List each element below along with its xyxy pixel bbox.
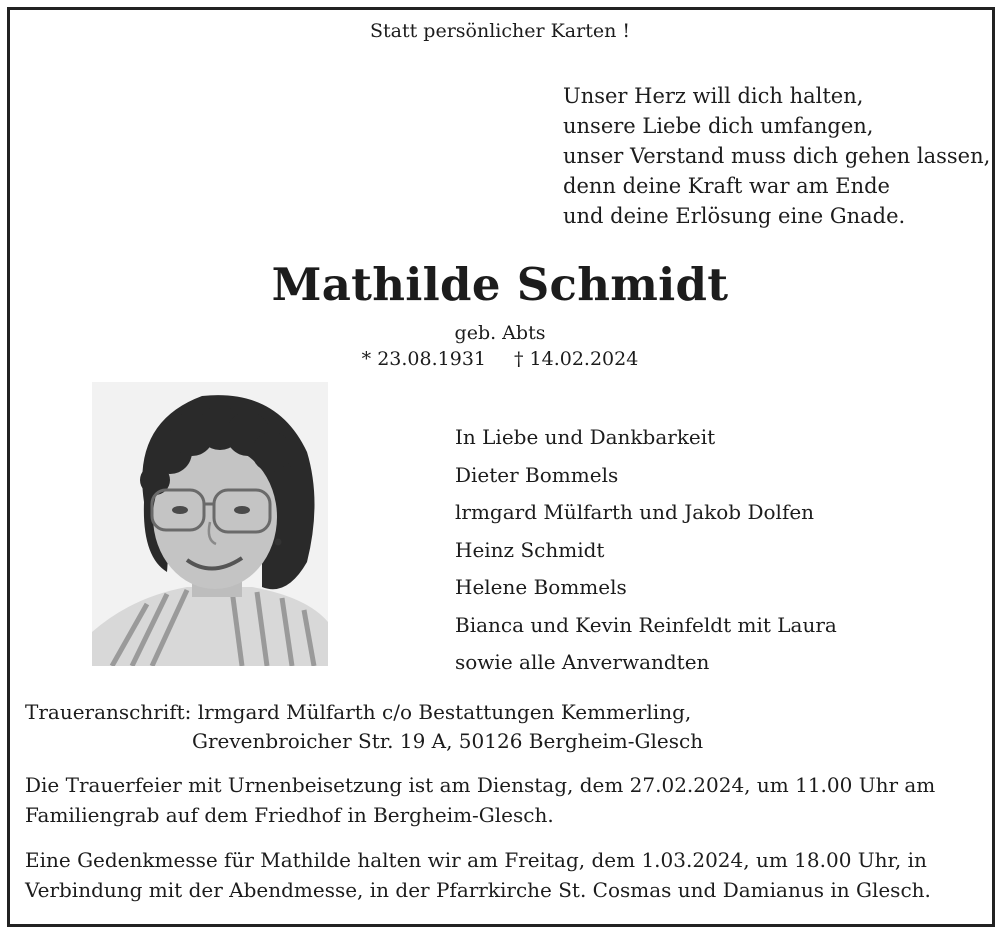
maiden-name: geb. Abts bbox=[454, 322, 546, 344]
memorial-mass-info: Eine Gedenkmesse für Mathilde halten wir am Freitag, dem 1.03.2024, um 18.00 Uhr, in Verbindung mit der Abendmesse, in der Pfarrkirche St. Cosmas und Damianus in Glesch. bbox=[25, 848, 931, 902]
mourner-line: Heinz Schmidt bbox=[455, 537, 605, 562]
poem bbox=[563, 81, 990, 231]
mourners-list bbox=[455, 419, 837, 682]
mourner-line: In Liebe und Dankbarkeit bbox=[455, 425, 716, 449]
mourning-address-line-2: Grevenbroicher Str. 19 A, 50126 Bergheim-Glesch bbox=[192, 729, 704, 753]
mourner-line: Bianca und Kevin Reinfeldt mit Laura bbox=[455, 612, 837, 637]
mourner-line: Helene Bommels bbox=[455, 575, 627, 599]
mourner-line: lrmgard Mülfarth und Jakob Dolfen bbox=[455, 500, 815, 524]
poem-line: denn deine Kraft war am Ende bbox=[563, 174, 890, 198]
poem-line: und deine Erlösung eine Gnade. bbox=[563, 204, 906, 228]
poem-line: unser Verstand muss dich gehen lassen, bbox=[563, 144, 991, 168]
deceased-name: Mathilde Schmidt bbox=[271, 258, 729, 311]
mourning-address-line-1: Traueranschrift: lrmgard Mülfarth c/o Bestattungen Kemmerling, bbox=[25, 700, 692, 724]
birth-date: * 23.08.1931 bbox=[361, 348, 486, 370]
poem-line: unsere Liebe dich umfangen, bbox=[563, 114, 874, 138]
mourner-line: sowie alle Anverwandten bbox=[455, 650, 710, 674]
mourner-line: Dieter Bommels bbox=[455, 462, 619, 487]
header-note: Statt persönlicher Karten ! bbox=[370, 20, 630, 42]
funeral-info: Die Trauerfeier mit Urnenbeisetzung ist am Dienstag, dem 27.02.2024, um 11.00 Uhr am Familiengrab auf dem Friedhof in Bergheim-Glesch. bbox=[25, 773, 936, 827]
poem-line: Unser Herz will dich halten, bbox=[563, 84, 864, 108]
portrait-icon bbox=[92, 382, 328, 666]
portrait-photo bbox=[92, 382, 328, 666]
death-date: † 14.02.2024 bbox=[514, 348, 639, 370]
life-dates bbox=[0, 348, 1000, 370]
